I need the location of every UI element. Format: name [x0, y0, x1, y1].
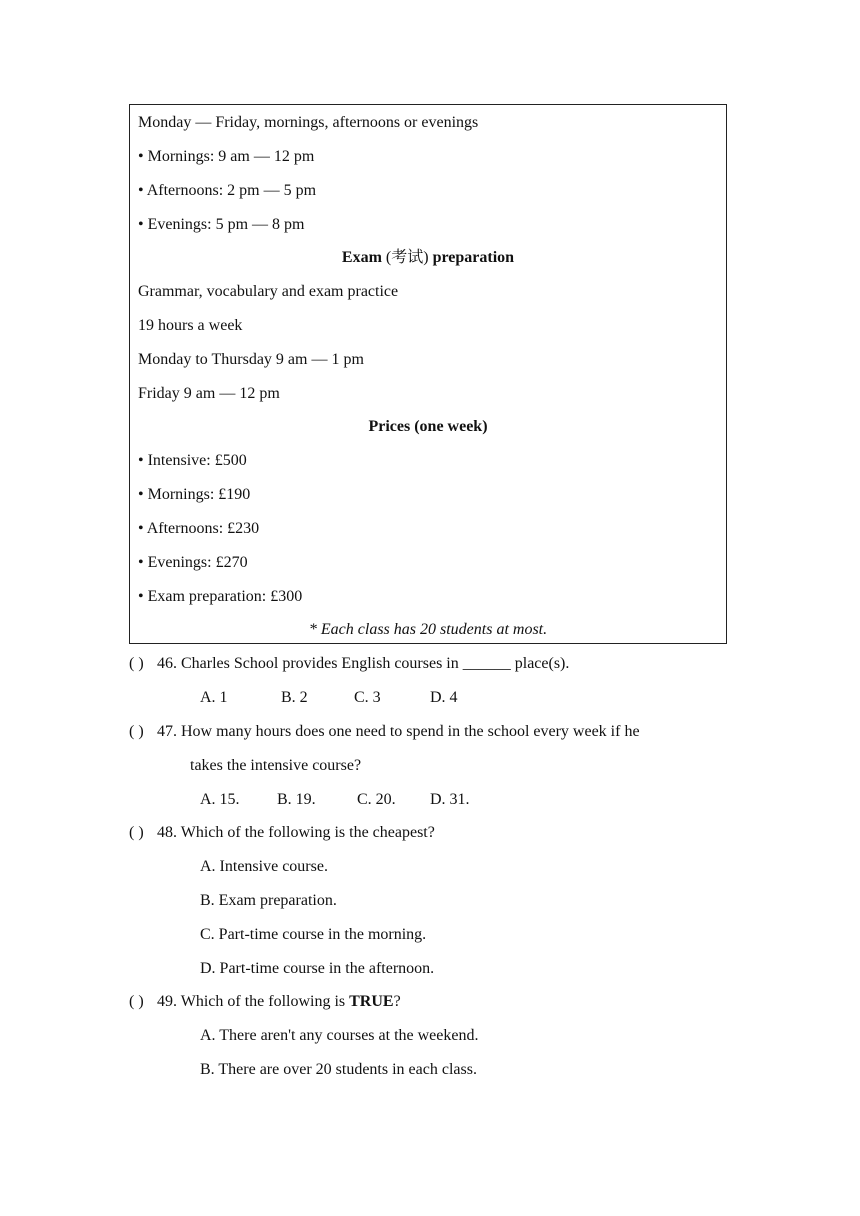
course-info-box: [129, 104, 727, 644]
question-47-stem: 47. How many hours does one need to spend in the school every week if he: [157, 723, 640, 740]
q46-option-d: D. 4: [430, 689, 458, 706]
time-mornings: • Mornings: 9 am — 12 pm: [138, 148, 315, 165]
q49-option-b: B. There are over 20 students in each class.: [200, 1061, 477, 1078]
time-evenings: • Evenings: 5 pm — 8 pm: [138, 216, 305, 233]
q48-option-a: A. Intensive course.: [200, 858, 328, 875]
q48-option-b: B. Exam preparation.: [200, 892, 337, 909]
exam-line-4: Friday 9 am — 12 pm: [138, 385, 280, 402]
exam-line-3: Monday to Thursday 9 am — 1 pm: [138, 351, 364, 368]
q48-option-d: D. Part-time course in the afternoon.: [200, 960, 435, 977]
price-afternoons: • Afternoons: £230: [138, 520, 260, 537]
question-47: [129, 722, 640, 742]
question-47-stem-continued: takes the intensive course?: [190, 757, 362, 774]
exam-heading-word: Exam: [341, 249, 382, 266]
schedule-line: Monday — Friday, mornings, afternoons or evenings: [138, 114, 479, 131]
q49-option-a: A. There aren't any courses at the weekend.: [200, 1027, 479, 1044]
question-49-stem-end: ?: [393, 993, 401, 1010]
price-mornings: • Mornings: £190: [138, 486, 251, 503]
question-49-emphasis: TRUE: [349, 993, 394, 1010]
question-48: [129, 823, 435, 843]
price-exam: • Exam preparation: £300: [138, 588, 303, 605]
footnote: * Each class has 20 students at most.: [308, 621, 548, 638]
question-48-stem: 48. Which of the following is the cheapest?: [157, 824, 435, 841]
question-46: [129, 654, 569, 674]
answer-blank[interactable]: ( ): [129, 824, 144, 841]
exam-heading-preparation: preparation: [432, 249, 515, 266]
question-49: [129, 992, 401, 1012]
q47-option-b: B. 19.: [277, 791, 316, 808]
time-afternoons: • Afternoons: 2 pm — 5 pm: [138, 182, 317, 199]
q46-option-c: C. 3: [354, 689, 381, 706]
answer-blank[interactable]: ( ): [129, 723, 144, 740]
q48-option-c: C. Part-time course in the morning.: [200, 926, 427, 943]
q47-option-a: A. 15.: [200, 791, 240, 808]
q46-option-a: A. 1: [200, 689, 228, 706]
price-evenings: • Evenings: £270: [138, 554, 248, 571]
exam-heading: [130, 248, 726, 268]
price-intensive: • Intensive: £500: [138, 452, 247, 469]
exam-heading-chinese: (考试): [385, 249, 429, 266]
exam-line-2: 19 hours a week: [138, 317, 243, 334]
answer-blank[interactable]: ( ): [129, 993, 144, 1010]
prices-heading: Prices (one week): [368, 418, 488, 435]
q46-option-b: B. 2: [281, 689, 308, 706]
q47-option-c: C. 20.: [357, 791, 396, 808]
answer-blank[interactable]: ( ): [129, 655, 144, 672]
question-49-stem: 49. Which of the following is: [157, 993, 350, 1010]
exam-line-1: Grammar, vocabulary and exam practice: [138, 283, 399, 300]
q47-option-d: D. 31.: [430, 791, 470, 808]
question-46-stem: 46. Charles School provides English courses in ______ place(s).: [157, 655, 570, 672]
